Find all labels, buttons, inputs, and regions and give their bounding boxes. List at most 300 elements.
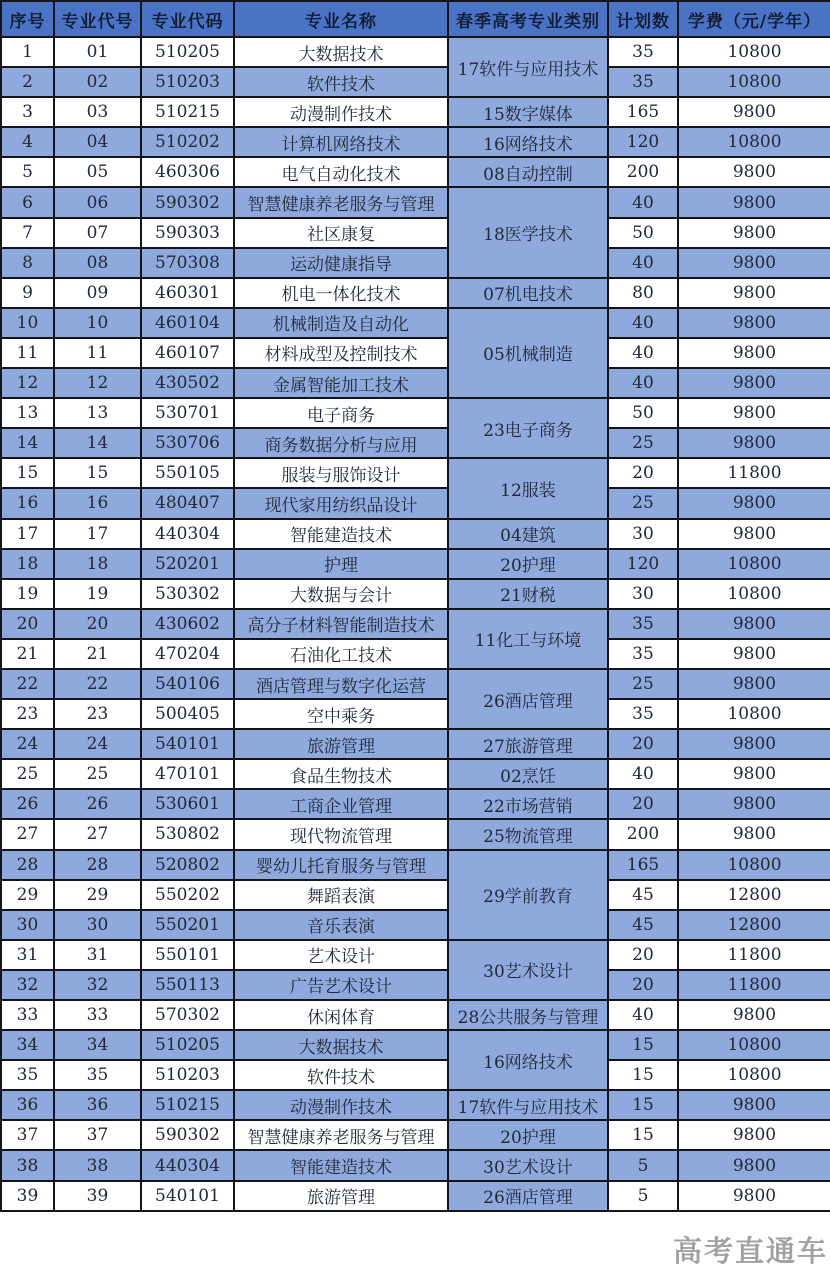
cell-exam-category: 18医学技术 — [448, 187, 608, 277]
cell-plan-count: 40 — [608, 248, 678, 278]
cell-major-code: 39 — [54, 1181, 141, 1211]
cell-plan-count: 40 — [608, 308, 678, 338]
cell-seq: 39 — [1, 1181, 54, 1211]
cell-major-code: 06 — [54, 187, 141, 217]
cell-major-code: 12 — [54, 368, 141, 398]
cell-plan-count: 15 — [608, 1090, 678, 1120]
cell-seq: 25 — [1, 759, 54, 789]
cell-major-code: 37 — [54, 1120, 141, 1150]
cell-seq: 18 — [1, 549, 54, 579]
table-row — [1, 1120, 830, 1150]
cell-tuition: 12800 — [678, 910, 830, 940]
cell-tuition: 9800 — [678, 789, 830, 819]
table-row — [1, 187, 830, 217]
cell-plan-count: 5 — [608, 1150, 678, 1180]
cell-major-code-full: 510215 — [141, 97, 234, 127]
cell-major-name: 智慧健康养老服务与管理 — [234, 1120, 448, 1150]
cell-major-code-full: 460104 — [141, 308, 234, 338]
cell-major-name: 运动健康指导 — [234, 248, 448, 278]
table-row — [1, 789, 830, 819]
cell-major-name: 艺术设计 — [234, 940, 448, 970]
cell-exam-category: 28公共服务与管理 — [448, 1000, 608, 1030]
cell-major-code: 25 — [54, 759, 141, 789]
cell-major-code: 27 — [54, 819, 141, 849]
cell-exam-category: 20护理 — [448, 1120, 608, 1150]
cell-major-code-full: 510203 — [141, 1060, 234, 1090]
cell-major-code: 20 — [54, 609, 141, 639]
cell-major-name: 智能建造技术 — [234, 1150, 448, 1180]
cell-seq: 36 — [1, 1090, 54, 1120]
cell-seq: 38 — [1, 1150, 54, 1180]
cell-major-name: 大数据技术 — [234, 1030, 448, 1060]
cell-major-code: 13 — [54, 398, 141, 428]
cell-tuition: 11800 — [678, 940, 830, 970]
cell-plan-count: 40 — [608, 1000, 678, 1030]
cell-major-name: 机械制造及自动化 — [234, 308, 448, 338]
cell-seq: 32 — [1, 970, 54, 1000]
cell-major-code: 21 — [54, 639, 141, 669]
cell-major-code-full: 480407 — [141, 488, 234, 518]
cell-tuition: 12800 — [678, 880, 830, 910]
cell-major-code: 19 — [54, 579, 141, 609]
cell-plan-count: 15 — [608, 1060, 678, 1090]
cell-major-code: 24 — [54, 729, 141, 759]
cell-plan-count: 35 — [608, 639, 678, 669]
cell-seq: 22 — [1, 669, 54, 699]
cell-major-name: 护理 — [234, 549, 448, 579]
cell-tuition: 9800 — [678, 398, 830, 428]
cell-seq: 1 — [1, 37, 54, 67]
cell-plan-count: 200 — [608, 157, 678, 187]
cell-plan-count: 80 — [608, 278, 678, 308]
table-row — [1, 609, 830, 639]
header-row — [1, 1, 830, 37]
cell-major-code: 03 — [54, 97, 141, 127]
table-row — [1, 127, 830, 157]
col-header-major-code-full: 专业代码 — [141, 1, 234, 37]
cell-major-name: 现代物流管理 — [234, 819, 448, 849]
col-header-plan-count: 计划数 — [608, 1, 678, 37]
cell-major-code-full: 510205 — [141, 1030, 234, 1060]
table-row — [1, 308, 830, 338]
cell-tuition: 9800 — [678, 1120, 830, 1150]
cell-plan-count: 15 — [608, 1120, 678, 1150]
cell-major-name: 旅游管理 — [234, 1181, 448, 1211]
cell-major-name: 金属智能加工技术 — [234, 368, 448, 398]
cell-tuition: 9800 — [678, 759, 830, 789]
cell-tuition: 9800 — [678, 1150, 830, 1180]
cell-major-code-full: 510202 — [141, 127, 234, 157]
cell-major-code: 32 — [54, 970, 141, 1000]
cell-plan-count: 20 — [608, 940, 678, 970]
cell-major-code-full: 590303 — [141, 218, 234, 248]
cell-major-code: 02 — [54, 67, 141, 97]
cell-seq: 12 — [1, 368, 54, 398]
cell-plan-count: 120 — [608, 549, 678, 579]
cell-plan-count: 50 — [608, 218, 678, 248]
cell-plan-count: 40 — [608, 338, 678, 368]
table-row — [1, 519, 830, 549]
cell-seq: 15 — [1, 458, 54, 488]
table-row — [1, 970, 830, 1000]
cell-major-name: 计算机网络技术 — [234, 127, 448, 157]
cell-major-code-full: 460306 — [141, 157, 234, 187]
cell-seq: 35 — [1, 1060, 54, 1090]
cell-major-name: 舞蹈表演 — [234, 880, 448, 910]
cell-major-code: 28 — [54, 850, 141, 880]
cell-major-code-full: 590302 — [141, 187, 234, 217]
cell-tuition: 9800 — [678, 609, 830, 639]
cell-exam-category: 17软件与应用技术 — [448, 1090, 608, 1120]
cell-seq: 5 — [1, 157, 54, 187]
col-header-major-name: 专业名称 — [234, 1, 448, 37]
cell-tuition: 11800 — [678, 970, 830, 1000]
cell-major-code: 26 — [54, 789, 141, 819]
cell-plan-count: 20 — [608, 458, 678, 488]
cell-major-code: 14 — [54, 428, 141, 458]
cell-seq: 27 — [1, 819, 54, 849]
cell-plan-count: 35 — [608, 67, 678, 97]
cell-plan-count: 35 — [608, 37, 678, 67]
cell-seq: 19 — [1, 579, 54, 609]
cell-plan-count: 50 — [608, 398, 678, 428]
cell-tuition: 9800 — [678, 187, 830, 217]
cell-exam-category: 30艺术设计 — [448, 940, 608, 1000]
table-row — [1, 157, 830, 187]
cell-major-code-full: 440304 — [141, 1150, 234, 1180]
cell-major-name: 机电一体化技术 — [234, 278, 448, 308]
cell-exam-category: 15数字媒体 — [448, 97, 608, 127]
cell-major-name: 大数据技术 — [234, 37, 448, 67]
cell-tuition: 9800 — [678, 368, 830, 398]
cell-major-name: 服装与服饰设计 — [234, 458, 448, 488]
cell-plan-count: 165 — [608, 850, 678, 880]
cell-seq: 13 — [1, 398, 54, 428]
table-row — [1, 218, 830, 248]
cell-major-code: 34 — [54, 1030, 141, 1060]
cell-major-code: 05 — [54, 157, 141, 187]
cell-exam-category: 29学前教育 — [448, 850, 608, 940]
table-row — [1, 67, 830, 97]
cell-exam-category: 16网络技术 — [448, 1030, 608, 1090]
cell-tuition: 9800 — [678, 519, 830, 549]
cell-exam-category: 26酒店管理 — [448, 1181, 608, 1211]
cell-major-name: 音乐表演 — [234, 910, 448, 940]
table-row — [1, 669, 830, 699]
cell-major-code-full: 570302 — [141, 1000, 234, 1030]
watermark-text: 高考直通车 — [672, 1234, 828, 1268]
cell-major-code-full: 550113 — [141, 970, 234, 1000]
cell-major-code-full: 470204 — [141, 639, 234, 669]
cell-plan-count: 25 — [608, 669, 678, 699]
cell-major-code-full: 590302 — [141, 1120, 234, 1150]
cell-major-code-full: 550201 — [141, 910, 234, 940]
table-row — [1, 1000, 830, 1030]
cell-major-code-full: 530802 — [141, 819, 234, 849]
table-row — [1, 729, 830, 759]
col-header-exam-category: 春季高考专业类别 — [448, 1, 608, 37]
cell-tuition: 9800 — [678, 488, 830, 518]
table-row — [1, 37, 830, 67]
cell-major-code: 23 — [54, 699, 141, 729]
cell-plan-count: 35 — [608, 609, 678, 639]
table-row — [1, 549, 830, 579]
cell-plan-count: 25 — [608, 488, 678, 518]
cell-major-code: 15 — [54, 458, 141, 488]
cell-tuition: 10800 — [678, 699, 830, 729]
cell-major-code-full: 540101 — [141, 729, 234, 759]
table-row — [1, 458, 830, 488]
cell-plan-count: 120 — [608, 127, 678, 157]
table-row — [1, 819, 830, 849]
cell-major-name: 电子商务 — [234, 398, 448, 428]
cell-tuition: 9800 — [678, 278, 830, 308]
table-row — [1, 1060, 830, 1090]
table-row — [1, 699, 830, 729]
table-row — [1, 1030, 830, 1060]
cell-seq: 23 — [1, 699, 54, 729]
table-row — [1, 368, 830, 398]
cell-seq: 8 — [1, 248, 54, 278]
cell-exam-category: 16网络技术 — [448, 127, 608, 157]
cell-major-name: 大数据与会计 — [234, 579, 448, 609]
table-row — [1, 278, 830, 308]
cell-major-code-full: 520802 — [141, 850, 234, 880]
cell-major-name: 材料成型及控制技术 — [234, 338, 448, 368]
table-row — [1, 639, 830, 669]
cell-tuition: 9800 — [678, 308, 830, 338]
cell-major-code-full: 550105 — [141, 458, 234, 488]
cell-major-code-full: 530701 — [141, 398, 234, 428]
table-row — [1, 850, 830, 880]
cell-plan-count: 25 — [608, 428, 678, 458]
cell-seq: 26 — [1, 789, 54, 819]
cell-tuition: 9800 — [678, 248, 830, 278]
cell-major-name: 婴幼儿托育服务与管理 — [234, 850, 448, 880]
cell-major-name: 现代家用纺织品设计 — [234, 488, 448, 518]
cell-tuition: 10800 — [678, 127, 830, 157]
cell-exam-category: 07机电技术 — [448, 278, 608, 308]
cell-exam-category: 20护理 — [448, 549, 608, 579]
cell-exam-category: 30艺术设计 — [448, 1150, 608, 1180]
cell-tuition: 9800 — [678, 157, 830, 187]
cell-major-code: 18 — [54, 549, 141, 579]
cell-exam-category: 26酒店管理 — [448, 669, 608, 729]
col-header-major-code: 专业代号 — [54, 1, 141, 37]
cell-plan-count: 40 — [608, 759, 678, 789]
cell-tuition: 10800 — [678, 37, 830, 67]
cell-tuition: 9800 — [678, 729, 830, 759]
cell-major-name: 电气自动化技术 — [234, 157, 448, 187]
cell-major-code-full: 510215 — [141, 1090, 234, 1120]
cell-exam-category: 02烹饪 — [448, 759, 608, 789]
cell-major-code-full: 510203 — [141, 67, 234, 97]
cell-tuition: 9800 — [678, 819, 830, 849]
cell-major-code-full: 530706 — [141, 428, 234, 458]
cell-plan-count: 30 — [608, 519, 678, 549]
cell-tuition: 9800 — [678, 639, 830, 669]
table-row — [1, 338, 830, 368]
cell-major-name: 智慧健康养老服务与管理 — [234, 187, 448, 217]
cell-plan-count: 20 — [608, 970, 678, 1000]
cell-seq: 11 — [1, 338, 54, 368]
cell-tuition: 10800 — [678, 579, 830, 609]
cell-exam-category: 05机械制造 — [448, 308, 608, 398]
table-row — [1, 428, 830, 458]
cell-major-code-full: 540106 — [141, 669, 234, 699]
table-row — [1, 248, 830, 278]
cell-major-code: 08 — [54, 248, 141, 278]
cell-tuition: 9800 — [678, 338, 830, 368]
cell-exam-category: 08自动控制 — [448, 157, 608, 187]
cell-plan-count: 35 — [608, 699, 678, 729]
cell-major-code: 33 — [54, 1000, 141, 1030]
cell-seq: 10 — [1, 308, 54, 338]
cell-seq: 2 — [1, 67, 54, 97]
cell-exam-category: 17软件与应用技术 — [448, 37, 608, 97]
table-row — [1, 398, 830, 428]
cell-plan-count: 165 — [608, 97, 678, 127]
cell-major-name: 休闲体育 — [234, 1000, 448, 1030]
cell-major-code-full: 530601 — [141, 789, 234, 819]
cell-tuition: 10800 — [678, 549, 830, 579]
cell-major-code-full: 550202 — [141, 880, 234, 910]
cell-major-code-full: 470101 — [141, 759, 234, 789]
cell-plan-count: 45 — [608, 910, 678, 940]
cell-seq: 20 — [1, 609, 54, 639]
cell-seq: 3 — [1, 97, 54, 127]
cell-major-code: 04 — [54, 127, 141, 157]
table-row — [1, 579, 830, 609]
cell-plan-count: 200 — [608, 819, 678, 849]
table-row — [1, 1150, 830, 1180]
cell-major-code-full: 440304 — [141, 519, 234, 549]
cell-tuition: 10800 — [678, 850, 830, 880]
cell-major-code: 09 — [54, 278, 141, 308]
cell-major-code-full: 520201 — [141, 549, 234, 579]
cell-tuition: 9800 — [678, 1000, 830, 1030]
cell-major-name: 软件技术 — [234, 1060, 448, 1090]
cell-seq: 33 — [1, 1000, 54, 1030]
cell-major-name: 高分子材料智能制造技术 — [234, 609, 448, 639]
cell-major-name: 动漫制作技术 — [234, 1090, 448, 1120]
cell-major-name: 旅游管理 — [234, 729, 448, 759]
cell-major-code-full: 430602 — [141, 609, 234, 639]
cell-seq: 16 — [1, 488, 54, 518]
cell-exam-category: 22市场营销 — [448, 789, 608, 819]
cell-seq: 17 — [1, 519, 54, 549]
cell-seq: 31 — [1, 940, 54, 970]
table-body — [1, 37, 830, 1211]
cell-seq: 4 — [1, 127, 54, 157]
cell-plan-count: 15 — [608, 1030, 678, 1060]
cell-tuition: 10800 — [678, 1060, 830, 1090]
cell-exam-category: 11化工与环境 — [448, 609, 608, 669]
table-row — [1, 880, 830, 910]
table-row — [1, 488, 830, 518]
cell-plan-count: 20 — [608, 729, 678, 759]
cell-tuition: 9800 — [678, 669, 830, 699]
cell-seq: 24 — [1, 729, 54, 759]
table-row — [1, 940, 830, 970]
cell-plan-count: 45 — [608, 880, 678, 910]
cell-tuition: 9800 — [678, 218, 830, 248]
col-header-tuition: 学费（元/学年） — [678, 1, 830, 37]
cell-exam-category: 27旅游管理 — [448, 729, 608, 759]
cell-plan-count: 5 — [608, 1181, 678, 1211]
cell-tuition: 9800 — [678, 428, 830, 458]
cell-major-code: 35 — [54, 1060, 141, 1090]
table-row — [1, 759, 830, 789]
cell-major-code-full: 460107 — [141, 338, 234, 368]
cell-seq: 37 — [1, 1120, 54, 1150]
cell-major-name: 动漫制作技术 — [234, 97, 448, 127]
cell-tuition: 10800 — [678, 1030, 830, 1060]
cell-major-code: 17 — [54, 519, 141, 549]
table-row — [1, 1090, 830, 1120]
cell-seq: 28 — [1, 850, 54, 880]
cell-plan-count: 20 — [608, 789, 678, 819]
cell-plan-count: 30 — [608, 579, 678, 609]
cell-plan-count: 40 — [608, 187, 678, 217]
cell-plan-count: 40 — [608, 368, 678, 398]
cell-major-code-full: 530302 — [141, 579, 234, 609]
table-row — [1, 1181, 830, 1211]
cell-major-name: 商务数据分析与应用 — [234, 428, 448, 458]
cell-exam-category: 25物流管理 — [448, 819, 608, 849]
cell-major-name: 酒店管理与数字化运营 — [234, 669, 448, 699]
cell-major-code-full: 460301 — [141, 278, 234, 308]
cell-tuition: 9800 — [678, 1181, 830, 1211]
cell-seq: 21 — [1, 639, 54, 669]
cell-seq: 34 — [1, 1030, 54, 1060]
cell-tuition: 11800 — [678, 458, 830, 488]
cell-major-code: 01 — [54, 37, 141, 67]
cell-seq: 14 — [1, 428, 54, 458]
cell-major-code-full: 550101 — [141, 940, 234, 970]
cell-major-name: 工商企业管理 — [234, 789, 448, 819]
cell-major-code: 30 — [54, 910, 141, 940]
cell-major-code: 10 — [54, 308, 141, 338]
cell-major-name: 广告艺术设计 — [234, 970, 448, 1000]
cell-exam-category: 12服装 — [448, 458, 608, 518]
table-row — [1, 910, 830, 940]
cell-exam-category: 04建筑 — [448, 519, 608, 549]
cell-major-code-full: 500405 — [141, 699, 234, 729]
cell-major-name: 空中乘务 — [234, 699, 448, 729]
cell-major-name: 社区康复 — [234, 218, 448, 248]
cell-major-code-full: 510205 — [141, 37, 234, 67]
cell-major-name: 食品生物技术 — [234, 759, 448, 789]
cell-major-code: 07 — [54, 218, 141, 248]
cell-major-code: 11 — [54, 338, 141, 368]
cell-major-code: 31 — [54, 940, 141, 970]
cell-major-code: 22 — [54, 669, 141, 699]
cell-major-code-full: 540101 — [141, 1181, 234, 1211]
cell-major-code: 36 — [54, 1090, 141, 1120]
cell-seq: 30 — [1, 910, 54, 940]
col-header-seq: 序号 — [1, 1, 54, 37]
cell-seq: 9 — [1, 278, 54, 308]
cell-major-code-full: 570308 — [141, 248, 234, 278]
cell-major-name: 智能建造技术 — [234, 519, 448, 549]
cell-tuition: 9800 — [678, 1090, 830, 1120]
cell-major-code-full: 430502 — [141, 368, 234, 398]
cell-seq: 6 — [1, 187, 54, 217]
cell-major-name: 软件技术 — [234, 67, 448, 97]
table-row — [1, 97, 830, 127]
cell-tuition: 9800 — [678, 97, 830, 127]
